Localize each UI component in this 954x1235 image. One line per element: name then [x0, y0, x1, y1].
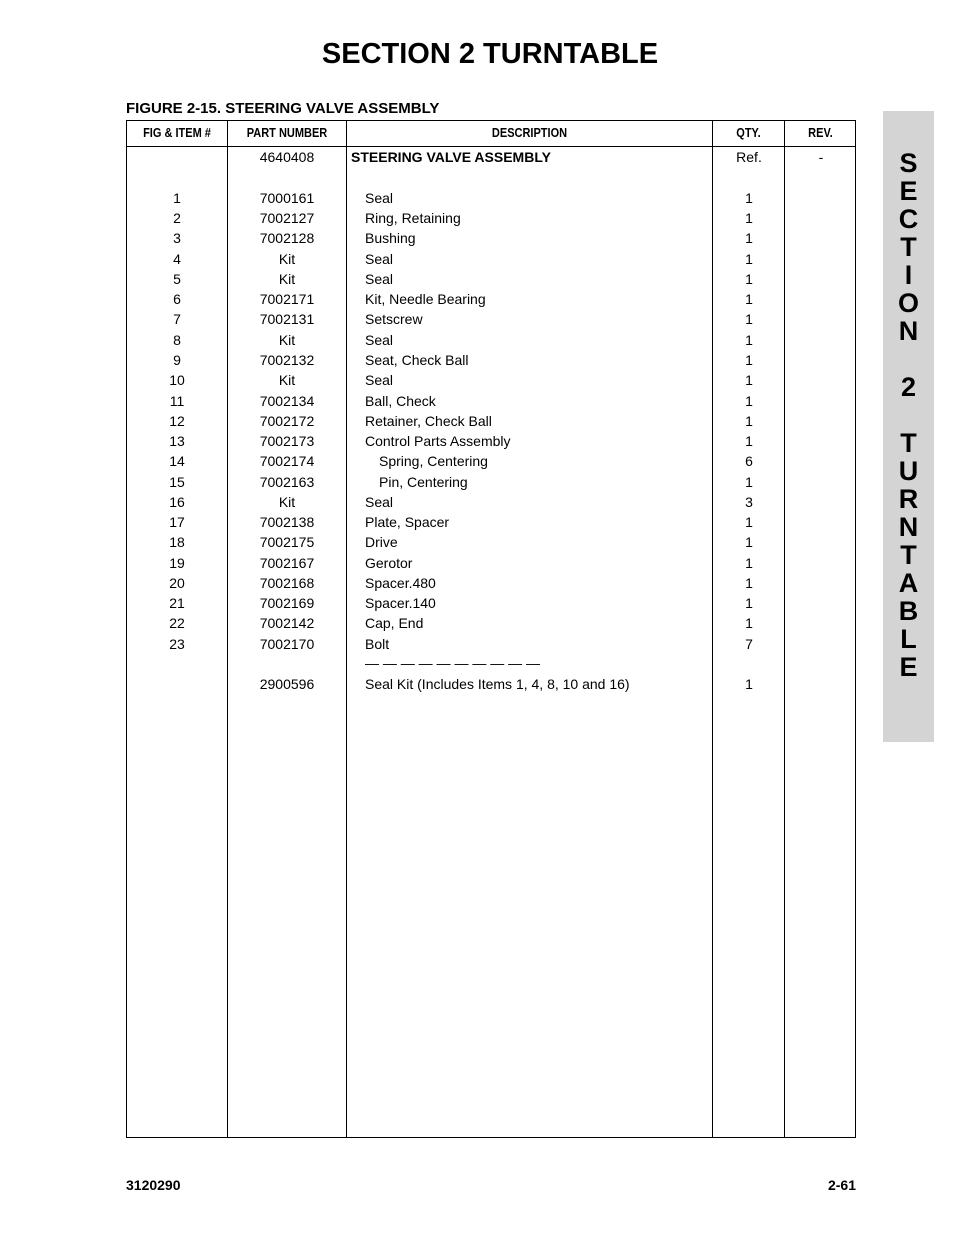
table-row	[127, 593, 855, 613]
part-number-cell: 7002169	[259, 595, 315, 611]
table-row	[127, 147, 855, 167]
fig-item-cell: 14	[169, 453, 185, 469]
qty-cell: 7	[745, 636, 753, 652]
qty-cell: Ref.	[736, 149, 762, 165]
part-number-cell: Kit	[278, 494, 296, 510]
qty-cell: 1	[745, 332, 753, 348]
side-tab-letter: T	[900, 428, 917, 458]
description-cell: Bushing	[365, 230, 416, 246]
table-row	[127, 451, 855, 471]
fig-item-cell: 7	[173, 311, 181, 327]
table-row	[127, 492, 855, 512]
side-tab-letter: O	[897, 288, 919, 318]
qty-cell: 3	[745, 494, 753, 510]
document-number: 3120290	[126, 1177, 181, 1193]
description-cell: — — — — — — — — — —	[365, 655, 541, 671]
table-row	[127, 269, 855, 289]
description-cell: Plate, Spacer	[365, 514, 450, 530]
side-tab-letter: I	[904, 260, 913, 290]
fig-item-cell: 17	[169, 514, 185, 530]
table-row	[127, 391, 855, 411]
part-number-cell: 7002134	[259, 393, 315, 409]
description-cell: Bolt	[365, 636, 390, 652]
qty-cell: 1	[745, 595, 753, 611]
part-number-cell: 7000161	[259, 190, 315, 206]
fig-item-cell: 11	[169, 393, 185, 409]
qty-cell: 6	[745, 453, 753, 469]
table-row	[127, 411, 855, 431]
table-row	[127, 350, 855, 370]
qty-cell: 1	[745, 372, 753, 388]
part-number-cell: 7002131	[259, 311, 315, 327]
part-number-cell: Kit	[278, 372, 296, 388]
fig-item-cell: 3	[173, 230, 181, 246]
part-number-cell: 7002127	[259, 210, 315, 226]
qty-cell: 1	[745, 210, 753, 226]
part-number-cell: 7002167	[259, 555, 315, 571]
fig-item-cell: 15	[169, 474, 185, 490]
part-number-cell: 7002170	[259, 636, 315, 652]
table-row	[127, 674, 855, 694]
description-cell: Seal	[365, 251, 394, 267]
table-row	[127, 188, 855, 208]
header-qty: QTY.	[736, 126, 761, 140]
part-number-cell: 7002172	[259, 413, 315, 429]
qty-cell: 1	[745, 433, 753, 449]
qty-cell: 1	[745, 311, 753, 327]
side-tab-letter: N	[898, 316, 919, 346]
qty-cell: 1	[745, 291, 753, 307]
description-cell: Seal	[365, 494, 394, 510]
qty-cell: 1	[745, 474, 753, 490]
table-row	[127, 228, 855, 248]
table-row	[127, 208, 855, 228]
part-number-cell: 7002171	[259, 291, 315, 307]
table-row	[127, 309, 855, 329]
part-number-cell: 7002132	[259, 352, 315, 368]
fig-item-cell: 8	[173, 332, 181, 348]
description-cell: Setscrew	[365, 311, 423, 327]
header-item: FIG & ITEM #	[143, 126, 211, 140]
part-number-cell: Kit	[278, 332, 296, 348]
description-cell: Spacer.140	[365, 595, 436, 611]
side-tab-letter: E	[899, 652, 918, 682]
side-tab-letter: C	[898, 204, 919, 234]
fig-item-cell: 9	[173, 352, 181, 368]
qty-cell: 1	[745, 271, 753, 287]
part-number-cell: 7002173	[259, 433, 315, 449]
fig-item-cell: 20	[169, 575, 185, 591]
side-tab-letter: U	[898, 456, 919, 486]
side-tab-letter: E	[899, 176, 918, 206]
description-cell: Seal	[365, 190, 394, 206]
part-number-cell: 7002138	[259, 514, 315, 530]
qty-cell: 1	[745, 352, 753, 368]
fig-item-cell: 10	[169, 372, 185, 388]
fig-item-cell: 22	[169, 615, 185, 631]
fig-item-cell: 6	[173, 291, 181, 307]
side-tab-letter: T	[900, 232, 917, 262]
description-cell: Seal	[365, 372, 394, 388]
fig-item-cell: 18	[169, 534, 185, 550]
side-tab-letter: S	[899, 148, 918, 178]
description-cell: Ring, Retaining	[365, 210, 461, 226]
side-tab-letter: N	[898, 512, 919, 542]
part-number-cell: 7002128	[259, 230, 315, 246]
parts-table	[126, 120, 856, 1138]
section-side-tab	[883, 111, 934, 742]
fig-item-cell: 12	[169, 413, 185, 429]
table-row	[127, 512, 855, 532]
qty-cell: 1	[745, 575, 753, 591]
description-cell: Spring, Centering	[379, 453, 488, 469]
table-row	[127, 289, 855, 309]
description-cell: Drive	[365, 534, 398, 550]
qty-cell: 1	[745, 393, 753, 409]
page-number: 2-61	[827, 1177, 856, 1193]
part-number-cell: 7002174	[259, 453, 315, 469]
qty-cell: 1	[745, 676, 753, 692]
qty-cell: 1	[745, 251, 753, 267]
part-number-cell: 7002175	[259, 534, 315, 550]
description-cell: Retainer, Check Ball	[365, 413, 492, 429]
header-description: DESCRIPTION	[491, 126, 568, 140]
description-cell: Kit, Needle Bearing	[365, 291, 486, 307]
part-number-cell: 2900596	[259, 676, 315, 692]
description-cell: Cap, End	[365, 615, 424, 631]
table-row	[127, 532, 855, 552]
qty-cell: 1	[745, 534, 753, 550]
section-title: SECTION 2 TURNTABLE	[321, 38, 659, 70]
fig-item-cell: 23	[169, 636, 185, 652]
table-row	[127, 653, 855, 673]
table-row	[127, 370, 855, 390]
part-number-cell: 7002142	[259, 615, 315, 631]
side-tab-letter: L	[900, 624, 917, 654]
description-cell: Seat, Check Ball	[365, 352, 469, 368]
side-tab-letter: B	[898, 596, 919, 626]
side-tab-letter: 2	[900, 372, 917, 402]
part-number-cell: Kit	[278, 251, 296, 267]
description-cell: Gerotor	[365, 555, 413, 571]
qty-cell: 1	[745, 190, 753, 206]
side-tab-letter: R	[898, 484, 919, 514]
table-row	[127, 634, 855, 654]
rev-cell: -	[818, 149, 824, 165]
header-part-number: PART NUMBER	[246, 126, 328, 140]
side-tab-letter: A	[898, 568, 919, 598]
fig-item-cell: 19	[169, 555, 185, 571]
qty-cell: 1	[745, 230, 753, 246]
qty-cell: 1	[745, 555, 753, 571]
table-row	[127, 431, 855, 451]
table-row	[127, 330, 855, 350]
part-number-cell: Kit	[278, 271, 296, 287]
fig-item-cell: 4	[173, 251, 181, 267]
qty-cell: 1	[745, 514, 753, 530]
fig-item-cell: 13	[169, 433, 185, 449]
fig-item-cell: 5	[173, 271, 181, 287]
description-cell: Pin, Centering	[379, 474, 468, 490]
table-row	[127, 573, 855, 593]
fig-item-cell: 16	[169, 494, 185, 510]
figure-title: FIGURE 2-15. STEERING VALVE ASSEMBLY	[126, 100, 440, 117]
qty-cell: 1	[745, 413, 753, 429]
description-cell: Seal	[365, 271, 394, 287]
side-tab-letter: T	[900, 540, 917, 570]
qty-cell: 1	[745, 615, 753, 631]
description-cell: Ball, Check	[365, 393, 436, 409]
description-cell: Seal	[365, 332, 394, 348]
fig-item-cell: 1	[173, 190, 181, 206]
table-row	[127, 472, 855, 492]
table-row	[127, 613, 855, 633]
description-cell: Seal Kit (Includes Items 1, 4, 8, 10 and 16)	[365, 676, 630, 692]
header-rev: REV.	[808, 126, 833, 140]
table-row	[127, 553, 855, 573]
description-cell: Control Parts Assembly	[365, 433, 511, 449]
part-number-cell: 7002168	[259, 575, 315, 591]
part-number-cell: 4640408	[259, 149, 315, 165]
table-row	[127, 249, 855, 269]
description-cell: Spacer.480	[365, 575, 436, 591]
description-cell: STEERING VALVE ASSEMBLY	[351, 149, 551, 165]
fig-item-cell: 2	[173, 210, 181, 226]
part-number-cell: 7002163	[259, 474, 315, 490]
fig-item-cell: 21	[169, 595, 185, 611]
